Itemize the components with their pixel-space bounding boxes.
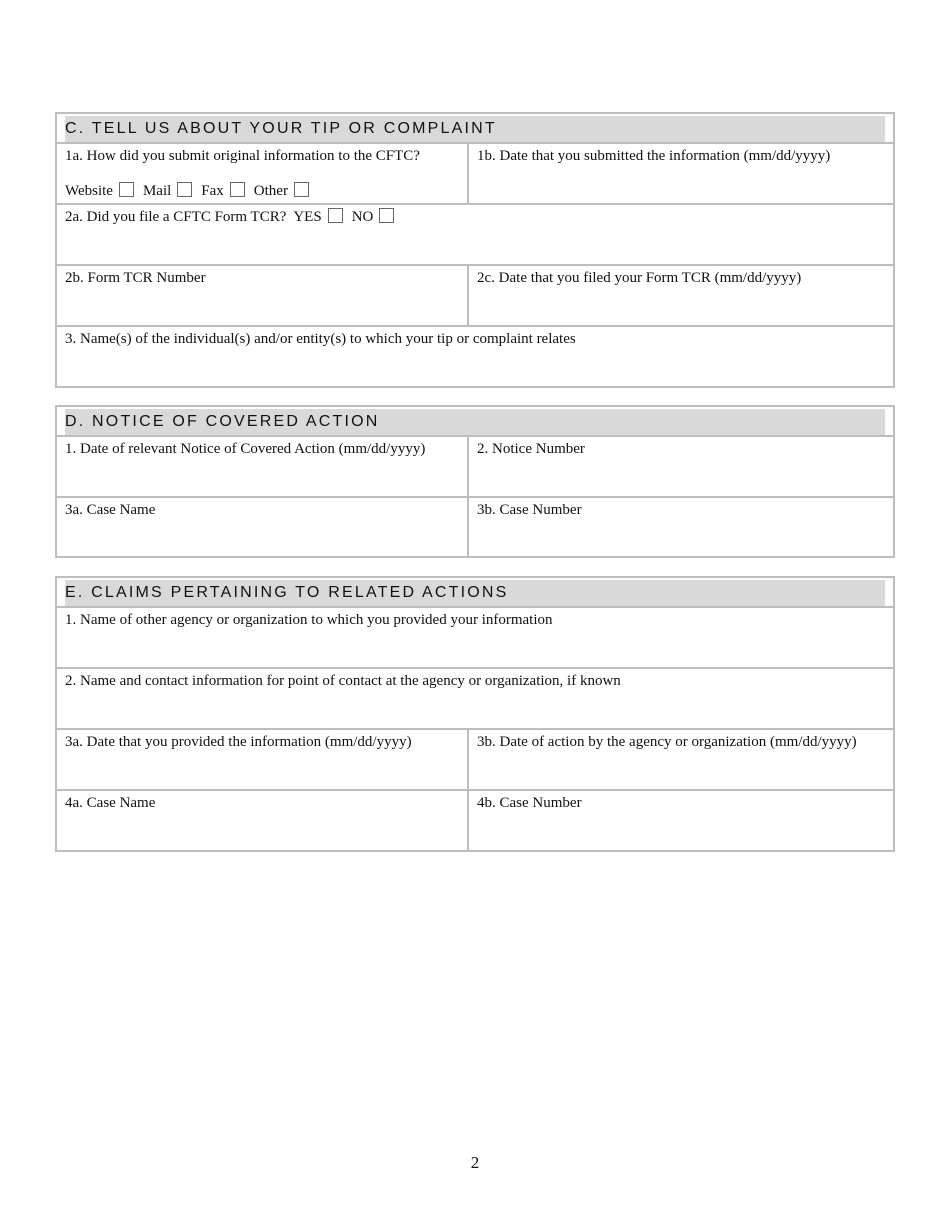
field-e4b-label: 4b. Case Number: [477, 795, 582, 811]
section-e-header: E. CLAIMS PERTAINING TO RELATED ACTIONS: [65, 580, 885, 606]
field-e2-contact-info[interactable]: [57, 669, 893, 728]
case-name-input[interactable]: [65, 521, 459, 541]
field-d2-label: 2. Notice Number: [477, 441, 585, 457]
option-fax-label: Fax: [201, 183, 224, 199]
field-e1-label: 1. Name of other agency or organization to which you provided your information: [65, 612, 553, 628]
section-d: [55, 405, 895, 558]
notice-date-input[interactable]: [65, 460, 459, 480]
tcr-number-input[interactable]: [65, 289, 459, 309]
field-d3b-case-number[interactable]: [469, 498, 893, 556]
field-d3a-label: 3a. Case Name: [65, 502, 156, 518]
page-number: 2: [470, 1153, 480, 1172]
field-1b-label: 1b. Date that you submitted the information (mm/dd/yyyy): [477, 148, 831, 164]
field-d3a-case-name[interactable]: [57, 498, 469, 556]
field-e4a-label: 4a. Case Name: [65, 795, 156, 811]
yes-checkbox[interactable]: [328, 208, 343, 223]
website-checkbox[interactable]: [119, 182, 134, 197]
field-2b-tcr-number[interactable]: [57, 266, 469, 325]
field-1a-label: 1a. How did you submit original information to the CFTC?: [65, 148, 420, 164]
field-3-names[interactable]: [57, 327, 893, 386]
related-case-number-input[interactable]: [477, 814, 885, 834]
contact-info-input[interactable]: [65, 692, 885, 712]
names-input[interactable]: [65, 350, 885, 370]
no-label: NO: [351, 209, 374, 225]
field-e4a-case-name[interactable]: [57, 791, 469, 850]
field-d2-notice-number[interactable]: [469, 437, 893, 496]
field-e3a-label: 3a. Date that you provided the information (mm/dd/yyyy): [65, 734, 412, 750]
field-e4b-case-number[interactable]: [469, 791, 893, 850]
field-d3b-label: 3b. Case Number: [477, 502, 582, 518]
field-e1-agency-name[interactable]: [57, 608, 893, 667]
section-c-header: C. TELL US ABOUT YOUR TIP OR COMPLAINT: [65, 116, 885, 142]
option-mail-label: Mail: [142, 183, 172, 199]
field-e3b-action-date[interactable]: [469, 730, 893, 789]
field-d1-label: 1. Date of relevant Notice of Covered Action (mm/dd/yyyy): [65, 441, 426, 457]
option-website-label: Website: [65, 183, 113, 199]
other-checkbox[interactable]: [294, 182, 309, 197]
section-c: [55, 112, 895, 388]
submission-method-options: [65, 182, 459, 200]
field-2a-form-tcr-filed: [57, 205, 893, 264]
fax-checkbox[interactable]: [230, 182, 245, 197]
field-1a-submission-method: [57, 144, 469, 203]
field-e2-label: 2. Name and contact information for point of contact at the agency or organization, if known: [65, 673, 621, 689]
section-d-header: D. NOTICE OF COVERED ACTION: [65, 409, 885, 435]
option-other-label: Other: [253, 183, 288, 199]
no-checkbox[interactable]: [379, 208, 394, 223]
section-e: [55, 576, 895, 852]
mail-checkbox[interactable]: [177, 182, 192, 197]
field-2a-label: 2a. Did you file a CFTC Form TCR?: [65, 209, 287, 225]
action-date-input[interactable]: [477, 753, 885, 773]
submission-date-input[interactable]: [477, 167, 885, 187]
field-2c-tcr-filed-date[interactable]: [469, 266, 893, 325]
field-e3b-label: 3b. Date of action by the agency or organization (mm/dd/yyyy): [477, 734, 857, 750]
field-2b-label: 2b. Form TCR Number: [65, 270, 206, 286]
field-2c-label: 2c. Date that you filed your Form TCR (mm/dd/yyyy): [477, 270, 802, 286]
field-d1-notice-date[interactable]: [57, 437, 469, 496]
field-3-label: 3. Name(s) of the individual(s) and/or entity(s) to which your tip or complaint relates: [65, 331, 576, 347]
notice-number-input[interactable]: [477, 460, 885, 480]
tcr-filed-date-input[interactable]: [477, 289, 885, 309]
case-number-input[interactable]: [477, 521, 885, 541]
field-e3a-provided-date[interactable]: [57, 730, 469, 789]
field-1b-submission-date[interactable]: [469, 144, 893, 203]
provided-date-input[interactable]: [65, 753, 459, 773]
related-case-name-input[interactable]: [65, 814, 459, 834]
agency-name-input[interactable]: [65, 631, 885, 651]
yes-label: YES: [293, 209, 322, 225]
